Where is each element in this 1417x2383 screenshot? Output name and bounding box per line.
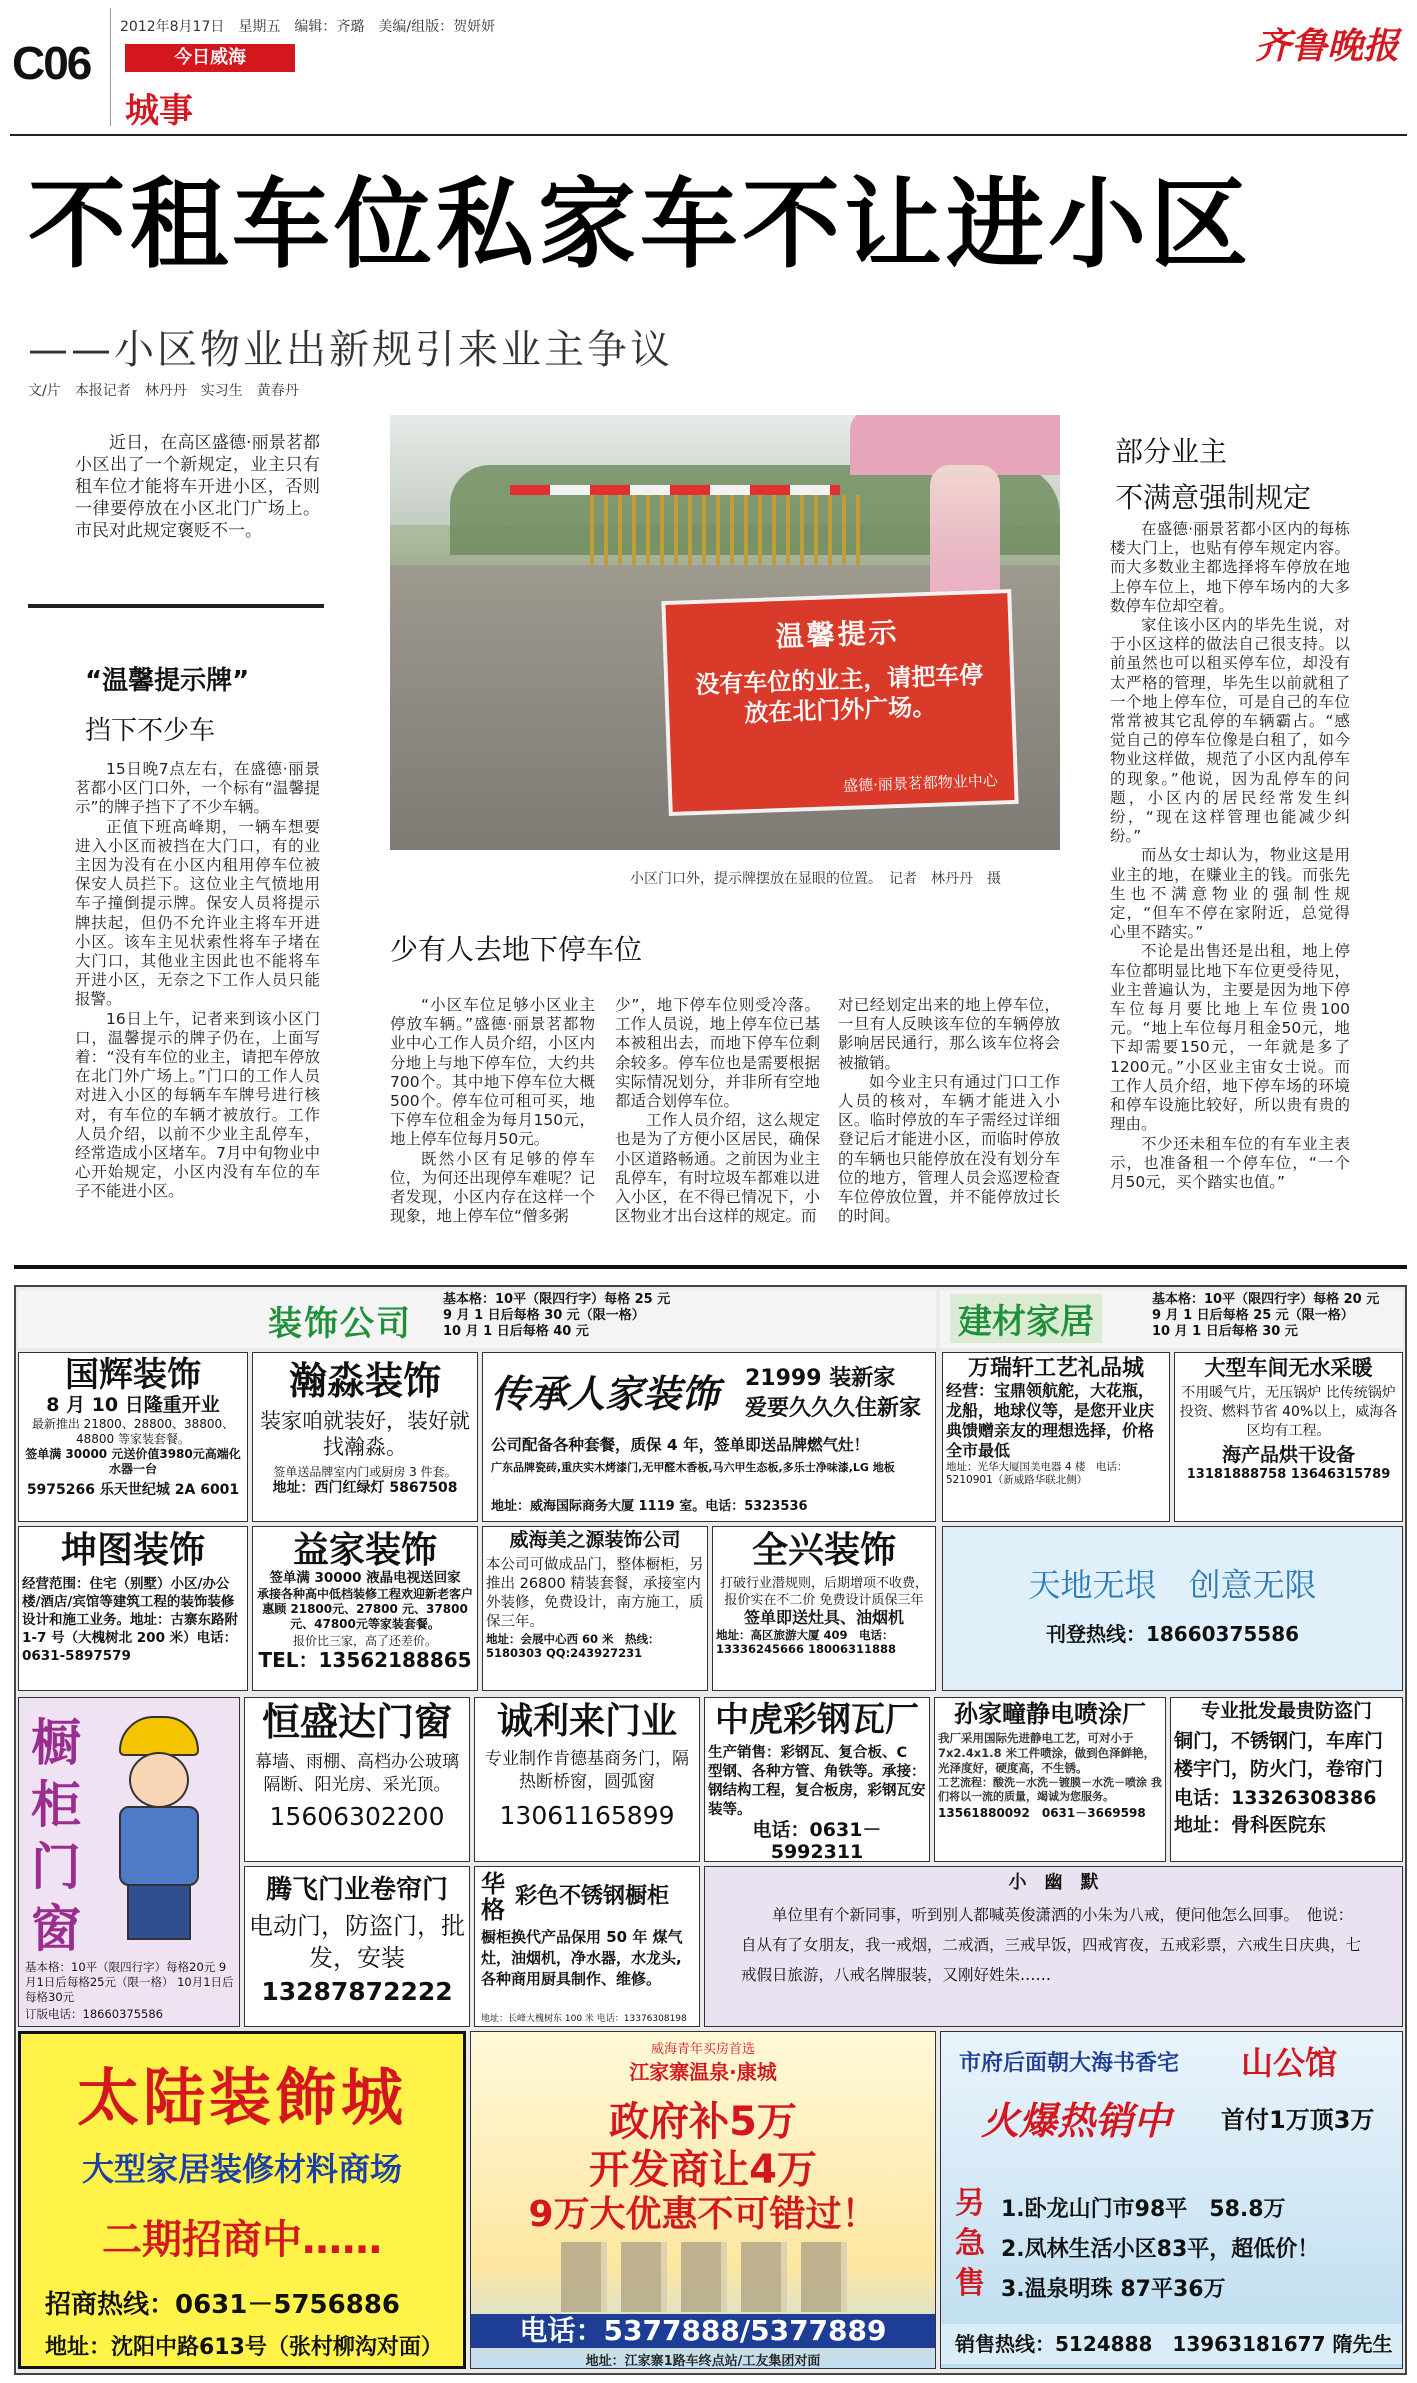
ad-contact: 地址：光华大厦国美电器 4 楼 电话：5210901（新威路华联北侧）	[946, 1461, 1128, 1487]
ad-contact: 刊登热线：18660375586	[1045, 1622, 1300, 1646]
ad-body: 专业制作肯德基商务门，隔热断桥窗，圆弧窗	[485, 1749, 689, 1793]
ad-body: 铜门，不锈钢门，车库门 楼宇门，防火门，卷帘门	[1174, 1729, 1384, 1780]
ad-body: 橱柜换代产品保用 50 年 煤气灶，油烟机，净水器，水龙头,各种商用厨具制作、维修。	[481, 1928, 683, 1988]
paragraph: 对已经划定出来的地上停车位，一旦有人反映该车位的车辆停放影响居民通行，那么该车位将会被撤销。	[838, 996, 1060, 1072]
ad-kangcheng	[470, 2031, 936, 2369]
paragraph: “小区车位足够小区业主停放车辆。”盛德·丽景茗都物业中心工作人员介绍，小区内分地上与地下停车位，大约共700个。其中地下停车位大概500个。停车位可租可买，地下停车位租金为每月150元，地上停车位每月50元。	[390, 996, 595, 1149]
build-band	[940, 1290, 1403, 1348]
subheading-1: “温馨提示牌”	[85, 666, 250, 696]
ad-body: 不用暖气片，无压锅炉 比传统锅炉投资、燃料节省 40%以上，威海各区均有工程。	[1179, 1385, 1398, 1440]
article-bottom-rule	[14, 1265, 1407, 1269]
paragraph: 正值下班高峰期，一辆车想要进入小区而被挡在大门口，有的业主因为没有在小区内租用停车位被保安人员拦下。这位业主气愤地用车子撞倒提示牌。保安人员将提示牌扶起，但仍不允许业主将车开进小区。该车主见状索性将车子堵在大门口，其他业主因此也不能将车开进小区，无奈之下工作人员只能报警。	[75, 817, 320, 1009]
paragraph: 工作人员介绍，这么规定也是为了方便小区居民，确保小区道路畅通。之前因为业主乱停车，有时垃圾车都难以进入小区，在不得已情况下，小区物业才出台这样的规定。而	[615, 1111, 820, 1226]
ad-chenglilai	[474, 1697, 700, 1862]
ad-subtitle-2: 首付1万顶3万	[1221, 2106, 1375, 2134]
ad-offer-2: 开发商让4万	[589, 2147, 817, 2193]
ad-fangdaomen	[1170, 1697, 1403, 1862]
ad-contact: 地址：西门红绿灯 5867508	[272, 1479, 458, 1496]
ad-hengshengda	[244, 1697, 470, 1862]
ad-title-2: 山公馆	[1241, 2044, 1338, 2082]
section-name: 城事	[125, 91, 193, 131]
rate-line: 9 月 1 日后每格 30 元（限一格）	[443, 1308, 645, 1323]
article-column-1	[75, 760, 320, 1202]
paragraph: 15日晚7点左右，在盛德·丽景茗都小区门口外，一个标有“温馨提示”的牌子挡下了不少车辆。	[75, 760, 320, 817]
ad-wanruixuan	[942, 1352, 1170, 1522]
ad-address: 地址：江家寨1路车终点站/工友集团对面	[585, 2354, 821, 2369]
ad-title: 小 幽 默	[1008, 1872, 1099, 1893]
ad-title: 全兴装饰	[751, 1530, 896, 1571]
ad-cabinet-label	[18, 1697, 240, 2027]
rate-line: 基本格：10平（限四行字）每格 20 元	[1152, 1292, 1380, 1307]
ad-rate: 基本格：10平（限四行字）每格20元 9月1日后每格25元（限一格） 10月1日后每格30元	[25, 1960, 234, 2004]
page-header	[10, 8, 1407, 136]
ad-title: 专业批发最贵防盗门	[1200, 1700, 1372, 1722]
ad-contact: 电话：0631－5992311	[752, 1819, 882, 1862]
ad-yijia	[252, 1526, 478, 1691]
ad-title: 橱柜门窗	[31, 1714, 81, 1958]
ad-dalu	[18, 2031, 466, 2369]
ad-body: 经营范围：住宅（别墅）小区/办公楼/酒店/宾馆等建筑工程的装饰装修设计和施工业务。地址：古寨东路附 1-7 号（大槐树北 200 米）电话：0631-5897579	[22, 1576, 238, 1665]
article-lead	[75, 432, 320, 542]
ad-body: 签单送品牌室内门或厨房 3 件套。	[273, 1464, 457, 1479]
ad-contact: 地址：会展中心西 60 米 热线：5180303 QQ:243927231	[486, 1631, 660, 1660]
paragraph: 既然小区有足够的停车位，为何还出现停车难呢？记者发现，小区内存在这样一个现象，地上停车位“僧多粥	[390, 1149, 595, 1226]
ad-title: 万瑞轩工艺礼品城	[967, 1356, 1144, 1381]
ad-note: 报价比三家，高了还差价。	[292, 1633, 437, 1648]
paragraph: 不论是出售还是出租，地上停车位都明显比地下车位更受待见，业主普遍认为，主要是因为地下停车位每月要比地上车位贵100元。“地上车位每月租金50元，地下却需要150元，一年就是多了1200元。”小区业主宙女士说。而工作人员介绍，地下停车场的环境和停车设施比较好，所以贵有贵的理由。	[1110, 942, 1350, 1134]
paragraph: 而丛女士却认为，物业这是用业主的地，在赚业主的钱。而张先生也不满意物业的强制性规定，“但车不停在家附近，总觉得心里不踏实。”	[1110, 846, 1350, 942]
ad-body: 幕墙、雨棚、高档办公玻璃隔断、阳光房、采光顶。	[255, 1751, 459, 1795]
subheading-3: 部分业主	[1115, 435, 1228, 468]
build-title: 建材家居	[950, 1294, 1102, 1343]
header-rule	[110, 8, 111, 126]
ad-contact: 地址：长峰大槐树东 100 米 电话：13376308198	[481, 2014, 687, 2024]
decor-rate	[443, 1292, 670, 1340]
lead-paragraph: 近日，在高区盛德·丽景茗都小区出了一个新规定，业主只有租车位才能将车开进小区，否则一律要停放在小区北门广场上。市民对此规定褒贬不一。	[75, 433, 320, 541]
ad-title: 中虎彩钢瓦厂	[715, 1700, 919, 1740]
ad-title: 国辉装饰	[65, 1355, 201, 1395]
ad-title: 太陆装飾城	[76, 2061, 407, 2134]
paragraph: 少”，地下停车位则受冷落。工作人员说，地上停车位已基本被租出去，而地下停车位剩余较多。停车位也是需要根据实际情况划分，并非所有空地都适合划停车位。	[615, 996, 820, 1111]
photo-gate-bar	[510, 485, 840, 495]
ad-title: 大型车间无水采暖	[1204, 1356, 1373, 1380]
ad-subtitle-2: 爱要久久久住新家	[745, 1396, 922, 1421]
ad-subtitle: 彩色不锈钢橱柜	[515, 1884, 670, 1909]
ad-subtitle: 海产品烘干设备	[1221, 1444, 1355, 1467]
article-subhead: ——小区物业出新规引来业主争议	[28, 327, 673, 373]
ad-promo: 签单满 30000 元送价值3980元高端化水器一台	[25, 1446, 241, 1476]
ad-subtitle: 火爆热销中	[981, 2099, 1172, 2143]
worker-face	[129, 1752, 189, 1808]
subheading-3b: 不满意强制规定	[1115, 481, 1312, 514]
build-rate	[1152, 1292, 1379, 1340]
ad-contact: 地址：威海国际商务大厦 1119 室。电话：5323536	[491, 1499, 808, 1514]
ad-body: 承接各种高中低档装修工程欢迎新老客户惠顾 21800元、27800 元、37800元、47800元等家装套餐。	[256, 1586, 473, 1631]
ad-zhonghu	[704, 1697, 930, 1862]
photo-fence	[590, 495, 870, 565]
article-column-4	[838, 996, 1060, 1226]
ad-title: 坤图装饰	[60, 1530, 205, 1571]
ad-tengfei	[244, 1866, 470, 2027]
ad-contact: 15606302200	[269, 1801, 445, 1831]
header-line	[10, 134, 1407, 136]
page-number: C06	[12, 37, 91, 89]
ad-address: 地址：骨科医院东	[1174, 1813, 1327, 1836]
ad-body: 单位里有个新同事，听到别人都喊英俊潇洒的小朱为八戒，便问他怎么回事。 他说：自从有了女朋友，我一戒烟，二戒酒，三戒早饭，四戒宵夜，五戒彩票，六戒生日庆典，七戒假日旅游，八戒名牌服装，又刚好姓朱……	[741, 1905, 1362, 1984]
ad-contact: 地址：高区旅游大厦 409 电话：13336245666 18006311888	[716, 1627, 897, 1656]
article-photo	[390, 415, 1060, 850]
ad-huage	[474, 1866, 700, 2027]
ad-title: 益家装饰	[292, 1530, 437, 1571]
decor-band	[18, 1290, 936, 1348]
rate-line: 10 月 1 日后每格 40 元	[443, 1324, 589, 1339]
ad-buildings	[561, 2242, 851, 2312]
ad-listing-2: 2.凤林生活小区83平，超低价！	[1001, 2237, 1320, 2262]
ad-shangongguan	[940, 2031, 1403, 2369]
ad-placeholder-tiandi	[942, 1526, 1403, 1691]
ad-title: 威海青年买房首选	[650, 2042, 755, 2057]
rate-line: 10 月 1 日后每格 30 元	[1152, 1324, 1298, 1339]
ad-contact: TEL：13562188865	[258, 1647, 472, 1672]
article-headline: 不租车位私家车不让进小区	[28, 168, 1253, 282]
ad-body: 经营：宝鼎领航舵，大花瓶，龙船，地球仪等，是您开业庆典馈赠亲友的理想选择，价格全市最低	[946, 1381, 1155, 1461]
ad-subtitle: 江家寨温泉·康城	[629, 2060, 777, 2084]
ad-hanmiao	[252, 1352, 478, 1522]
ad-contact: 13287872222	[261, 1976, 453, 2006]
article-column-5	[1110, 520, 1350, 1192]
worker-helmet	[119, 1716, 199, 1756]
ad-subtitle: 签单即送灶具、油烟机	[743, 1608, 904, 1628]
ad-title: 传承人家装饰	[491, 1371, 720, 1416]
ad-contact: 13061165899	[499, 1801, 675, 1831]
sign-body: 没有车位的业主，请把车停放在北门外广场。	[694, 660, 984, 728]
rate-line: 9 月 1 日后每格 25 元（限一格）	[1152, 1308, 1354, 1323]
ad-address: 地址：沈阳中路613号（张村柳沟对面）	[45, 2335, 443, 2360]
ad-listing-1: 1.卧龙山门市98平 58.8万	[1001, 2197, 1286, 2222]
ad-title: 恒盛达门窗	[261, 1700, 452, 1744]
ad-listing-3: 3.温泉明珠 87平36万	[1001, 2277, 1226, 2302]
sign-title: 温馨提示	[775, 615, 901, 654]
paragraph: 家住该小区内的毕先生说，对于小区这样的做法自己很支持。以前虽然也可以租买停车位，却没有太严格的管理，毕先生以前就租了一个地上停车位，可是自己的车位常常被其它乱停的车辆霸占。“感觉自己的停车位像是白租了，如今物业这样做，规范了小区内乱停车的现象。”他说，因为乱停车的问题，小区内的居民经常发生纠纷，“现在这样管理也能减少纠纷。”	[1110, 616, 1350, 846]
worker-illustration	[89, 1716, 229, 1946]
lead-rule	[28, 604, 324, 608]
ad-offer-3: 9万大优惠不可错过！	[528, 2194, 878, 2235]
ad-body: 公司配备各种套餐，质保 4 年，签单即送品牌燃气灶！	[491, 1436, 870, 1454]
ad-title: 诚利来门业	[496, 1701, 677, 1742]
newspaper-brand: 齐鲁晚报	[1254, 25, 1399, 67]
ad-subtitle: 21999 装新家	[745, 1366, 896, 1391]
paragraph: 在盛德·丽景茗都小区内的每栋楼大门上，也贴有停车规定内容。而大多数业主都选择将车停放在地上停车位上，地下停车场内的大多数停车位却空着。	[1110, 520, 1350, 615]
ad-chuanchengren	[482, 1352, 936, 1522]
photo-sign	[661, 589, 1018, 816]
ad-title: 市府后面朝大海书香宅	[959, 2051, 1180, 2076]
ad-brands: 广东品牌瓷砖,重庆实木烤漆门,无甲醛木香板,马六甲生态板,多乐士净味漆,LG 地板	[491, 1461, 895, 1474]
ad-body: 最新推出 21800、28800、38800、48800 等家装套餐。	[31, 1416, 235, 1446]
ad-contact: 5975266 乐天世纪城 2A 6001	[26, 1481, 240, 1498]
ad-subtitle: 装家咱就装好，装好就找瀚淼。	[260, 1408, 470, 1459]
article-column-3	[615, 996, 820, 1226]
ad-body: 打破行业潜规则，后期增项不收费，报价实在不二价 免费设计质保三年	[719, 1576, 928, 1609]
ad-subtitle: 签单满 30000 液晶电视送回家	[269, 1570, 461, 1587]
ad-contact: 电话：13326308386	[1174, 1786, 1377, 1809]
ad-hotline: 招商热线：0631－5756886	[45, 2290, 400, 2320]
ad-body: 我厂采用国际先进静电工艺，可对小于7x2.4x1.8 米工件喷涂，做到色泽鲜艳，光泽度好，硬度高，不生锈。	[938, 1730, 1156, 1775]
paragraph: 16日上午，记者来到该小区门口，温馨提示的牌子仍在，上面写着：“没有车位的业主，请把车停放在北门外广场上。”门口的工作人员对进入小区的每辆车车牌号进行核对，有车位的车辆才被放行。工作人员介绍，以前不少业主乱停车，经常造成小区堵车。7月中旬物业中心开始规定，小区内没有车位的车子不能进小区。	[75, 1009, 320, 1201]
ad-process: 工艺流程：酸洗－水洗－镀膜－水洗－喷涂 我们将以一流的质量，竭诚为您服务。	[938, 1775, 1162, 1803]
ad-contact: 电话：5377888/5377889	[471, 2314, 935, 2348]
photo-caption: 小区门口外，提示牌摆放在显眼的位置。 记者 林丹丹 摄	[630, 871, 1001, 887]
ad-body: 本公司可做成品门，整体橱柜，另推出 26800 精装套餐，承接室内外装修，免费设计，南方施工，质保三年。	[486, 1556, 704, 1630]
ad-meizhiyuan	[482, 1526, 708, 1691]
section-tag: 今日威海	[125, 44, 295, 72]
ad-sunjiatuan	[934, 1697, 1166, 1862]
article-byline: 文/片 本报记者 林丹丹 实习生 黄春丹	[28, 383, 299, 399]
worker-body	[119, 1806, 199, 1886]
ad-humor	[704, 1866, 1403, 2027]
ad-title: 威海美之源装饰公司	[509, 1529, 681, 1551]
worker-legs	[127, 1884, 191, 1940]
ad-kuntu	[18, 1526, 248, 1691]
ad-guohui	[18, 1352, 248, 1522]
ad-title: 腾飞门业卷帘门	[265, 1875, 448, 1905]
ad-title: 瀚淼装饰	[288, 1359, 441, 1403]
paragraph: 不少还未租车位的有车业主表示，也准备租一个停车位，“一个月50元，买个踏实也值。”	[1110, 1134, 1350, 1191]
ad-body: 电动门，防盗门，批发，安装	[249, 1911, 465, 1972]
article-column-2	[390, 996, 595, 1226]
ad-contact: 13181888758 13646315789	[1186, 1466, 1391, 1482]
rate-line: 基本格：10平（限四行字）每格 25 元	[443, 1292, 671, 1307]
ad-contact: 销售热线：5124888 13963181677 隋先生	[941, 2324, 1402, 2364]
paragraph: 如今业主只有通过门口工作人员的核对，车辆才能进入小区。临时停放的车子需经过详细登记后才能进小区，而临时停放的车辆也只能停放在没有划分车位的地方，管理人员会巡逻检查车位停放位置，并不能停放过长的时间。	[838, 1072, 1060, 1226]
ad-contact: 订版电话：18660375586	[25, 2007, 163, 2021]
ad-offer-1: 政府补5万	[609, 2099, 797, 2145]
ad-subtitle-2: 二期招商中……	[102, 2217, 382, 2263]
ad-quanxing	[712, 1526, 936, 1691]
ad-title: 孙家疃静电喷涂厂	[954, 1700, 1146, 1728]
ad-subtitle: 大型家居装修材料商场	[81, 2150, 402, 2188]
ad-body: 生产销售：彩钢瓦、复合板、C 型钢、各种方管、角铁等。承接：钢结构工程，复合板房，彩钢瓦安装等。	[708, 1745, 926, 1819]
subheading-2: 少有人去地下停车位	[390, 933, 643, 966]
ad-subtitle: 8 月 10 日隆重开业	[46, 1394, 220, 1417]
ad-contact: 13561880092 0631－3669598	[938, 1805, 1146, 1820]
ad-heating	[1174, 1352, 1403, 1522]
sign-footer: 盛德·丽景茗都物业中心	[842, 771, 999, 795]
subheading-1b: 挡下不少车	[85, 716, 216, 746]
ad-title: 天地无垠 创意无限	[1028, 1566, 1317, 1604]
issue-meta: 2012年8月17日 星期五 编辑：齐璐 美编/组版：贺妍妍	[120, 19, 496, 35]
ad-vertical: 另急售	[955, 2186, 985, 2301]
decor-title: 装饰公司	[268, 1304, 412, 1344]
ad-title: 华格	[481, 1870, 505, 1924]
